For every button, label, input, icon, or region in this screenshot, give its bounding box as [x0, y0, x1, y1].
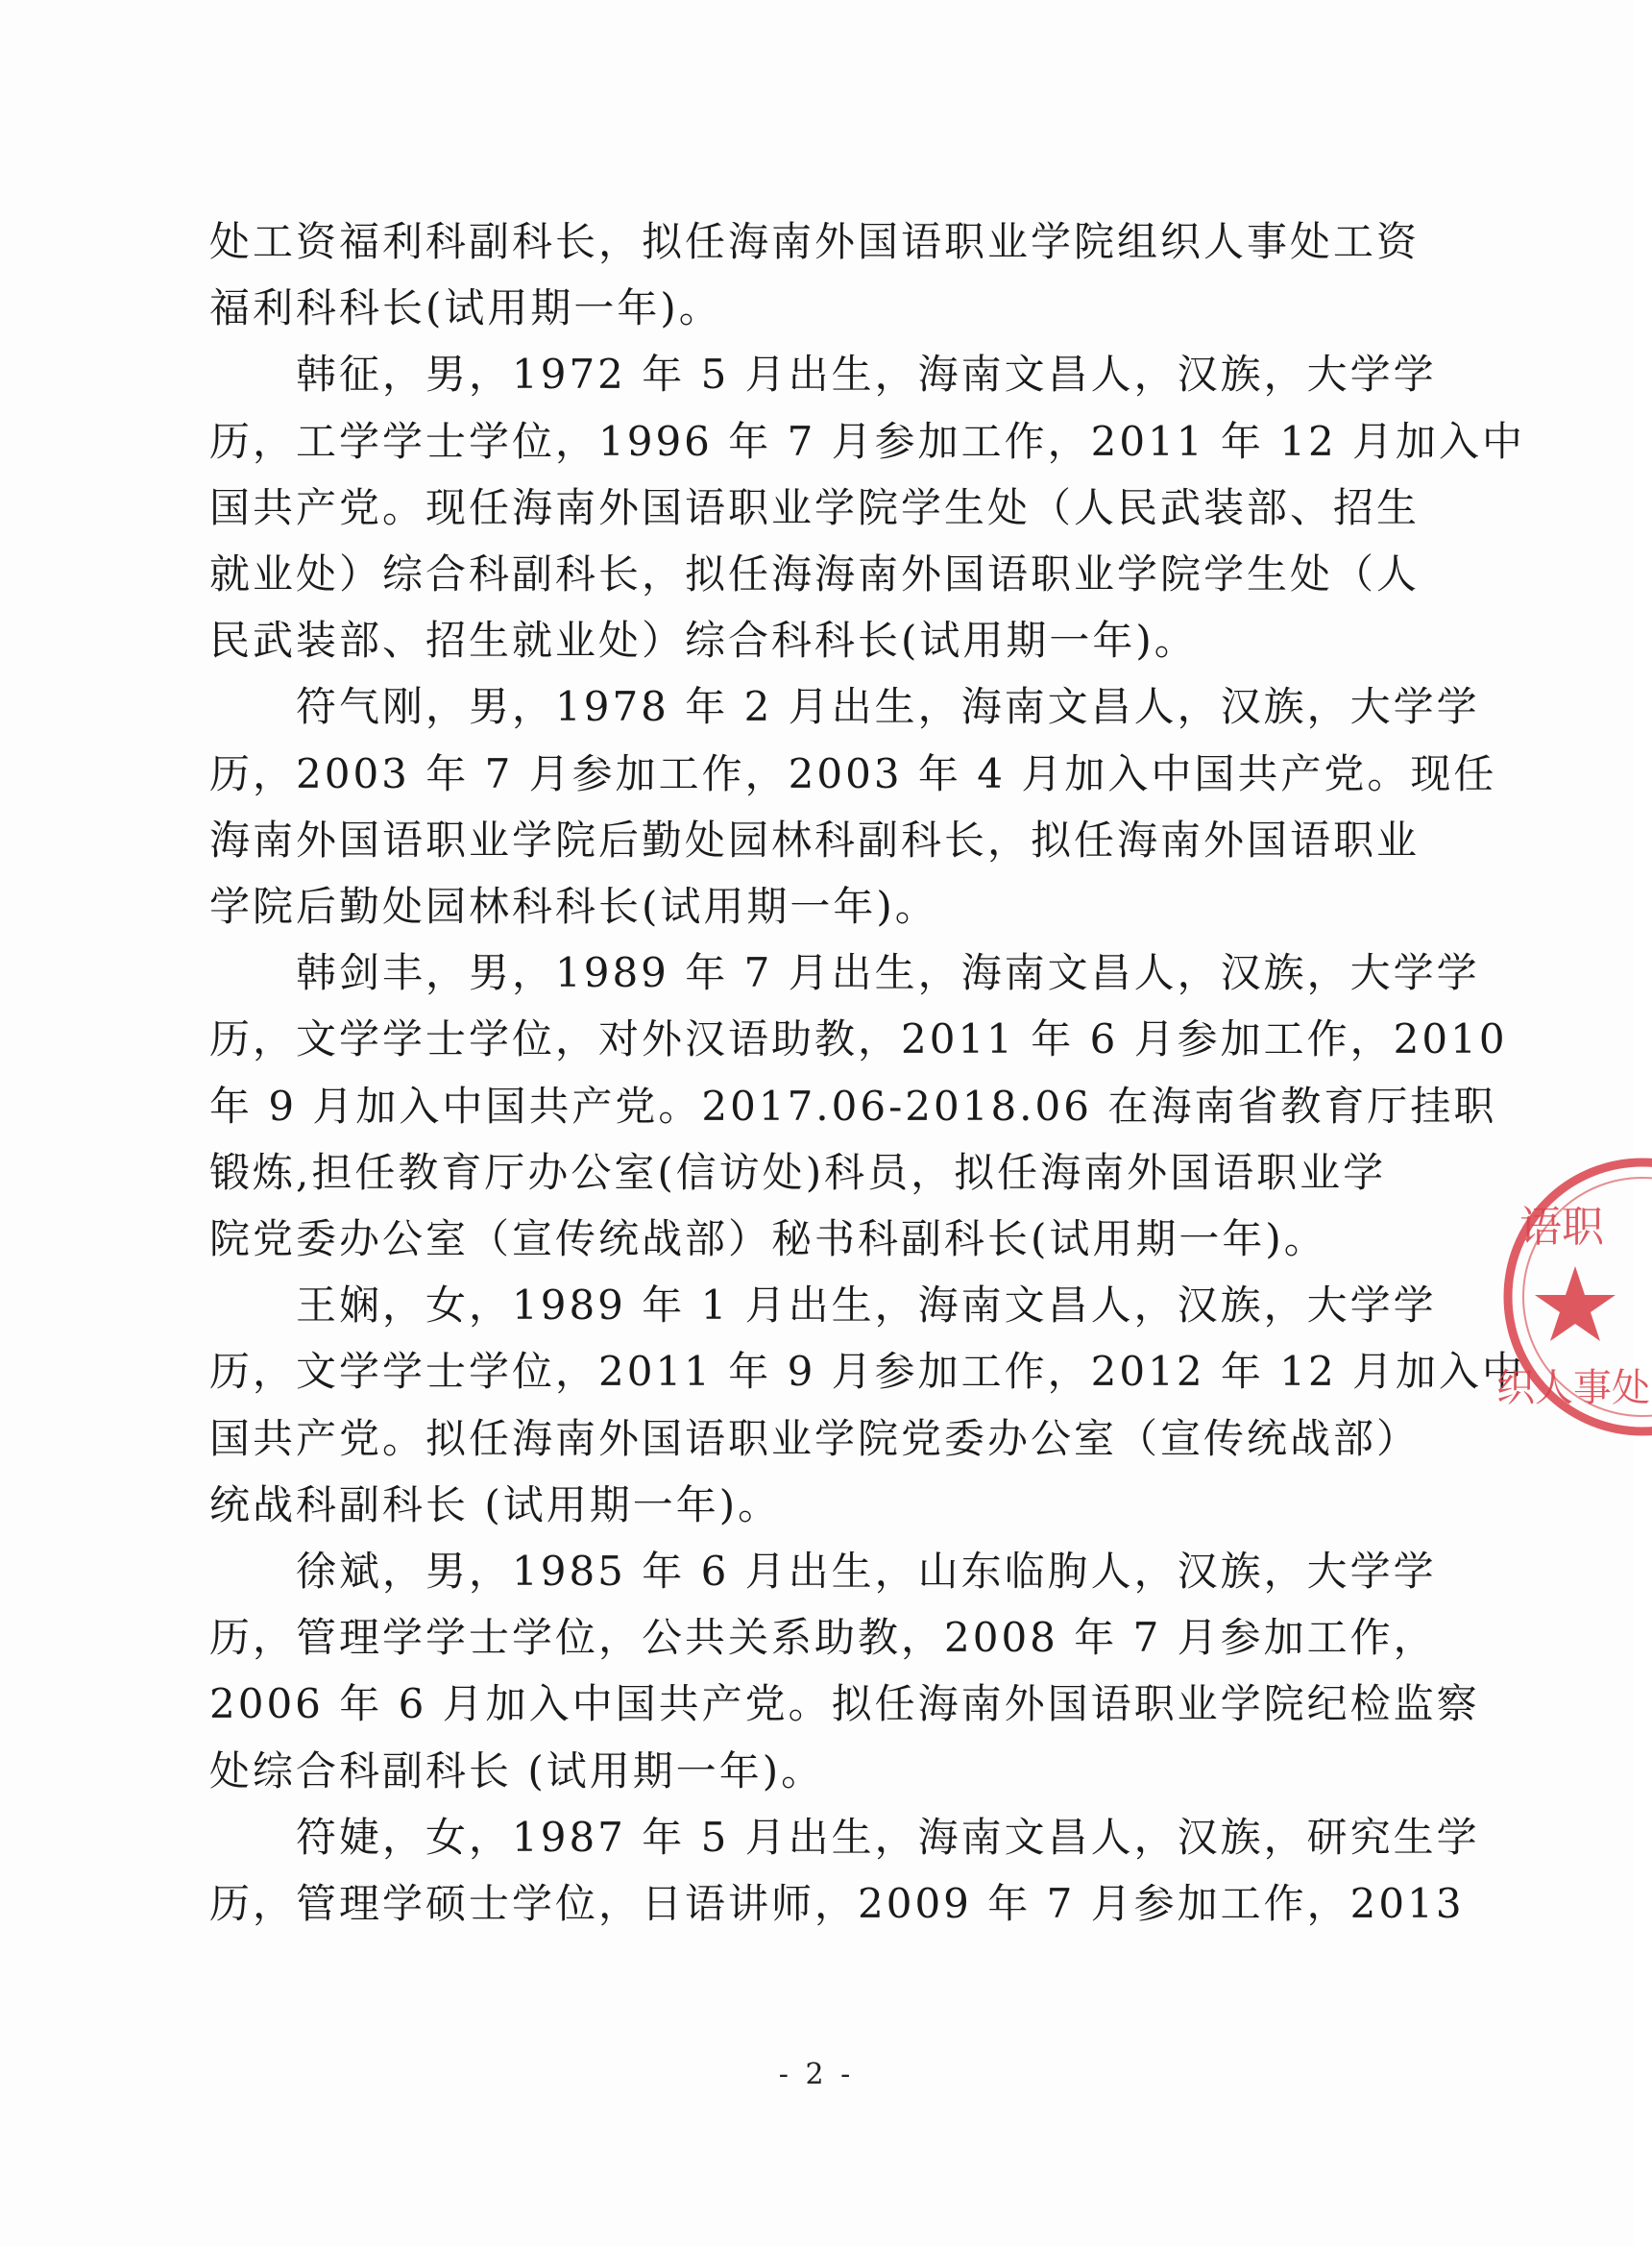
text-line: 国共产党。现任海南外国语职业学院学生处（人民武装部、招生	[209, 484, 1421, 531]
seal-star-icon	[1535, 1266, 1616, 1341]
text-line: 福利科科长(试用期一年)。	[209, 284, 722, 331]
text-line: 院党委办公室（宣传统战部）秘书科副科长(试用期一年)。	[209, 1215, 1327, 1262]
text-line: 就业处）综合科副科长，拟任海海南外国语职业学院学生处（人	[209, 550, 1421, 598]
text-line: 处工资福利科副科长，拟任海南外国语职业学院组织人事处工资	[209, 218, 1421, 265]
seal-text-bottom: 织人事处	[1496, 1366, 1650, 1410]
text-line: 符婕，女，1987 年 5 月出生，海南文昌人，汉族，研究生学	[296, 1814, 1480, 1861]
text-line: 历，文学学士学位，对外汉语助教，2011 年 6 月参加工作，2010	[209, 1015, 1508, 1062]
text-line: 海南外国语职业学院后勤处园林科副科长，拟任海南外国语职业	[209, 817, 1421, 864]
text-line: 2006 年 6 月加入中国共产党。拟任海南外国语职业学院纪检监察	[209, 1680, 1480, 1727]
text-line: 历，文学学士学位，2011 年 9 月参加工作，2012 年 12 月加入中	[209, 1348, 1526, 1395]
text-line: 历，工学学士学位，1996 年 7 月参加工作，2011 年 12 月加入中	[209, 418, 1526, 465]
official-seal	[1498, 1143, 1652, 1451]
seal-text-top: 语职	[1519, 1203, 1604, 1252]
text-line: 学院后勤处园林科科长(试用期一年)。	[209, 883, 938, 930]
text-line: 处综合科副科长 (试用期一年)。	[209, 1747, 825, 1794]
text-line: 国共产党。拟任海南外国语职业学院党委办公室（宣传统战部）	[209, 1415, 1421, 1462]
text-line: 历，2003 年 7 月参加工作，2003 年 4 月加入中国共产党。现任	[209, 750, 1497, 797]
text-line: 徐斌，男，1985 年 6 月出生，山东临朐人，汉族，大学学	[296, 1548, 1437, 1595]
text-line: 历，管理学学士学位，公共关系助教，2008 年 7 月参加工作，	[209, 1614, 1437, 1661]
text-line: 韩剑丰，男，1989 年 7 月出生，海南文昌人，汉族，大学学	[296, 949, 1480, 996]
text-line: 历，管理学硕士学位，日语讲师，2009 年 7 月参加工作，2013	[209, 1880, 1465, 1927]
text-line: 民武装部、招生就业处）综合科科长(试用期一年)。	[209, 617, 1198, 664]
text-line: 韩征，男，1972 年 5 月出生，海南文昌人，汉族，大学学	[296, 351, 1437, 398]
text-line: 统战科副科长 (试用期一年)。	[209, 1481, 782, 1528]
text-line: 年 9 月加入中国共产党。2017.06-2018.06 在海南省教育厅挂职	[209, 1083, 1497, 1130]
page-number: - 2 -	[778, 2058, 855, 2091]
text-line: 符气刚，男，1978 年 2 月出生，海南文昌人，汉族，大学学	[296, 683, 1480, 730]
text-line: 王娴，女，1989 年 1 月出生，海南文昌人，汉族，大学学	[296, 1282, 1437, 1329]
text-line: 锻炼,担任教育厅办公室(信访处)科员，拟任海南外国语职业学	[209, 1149, 1387, 1196]
